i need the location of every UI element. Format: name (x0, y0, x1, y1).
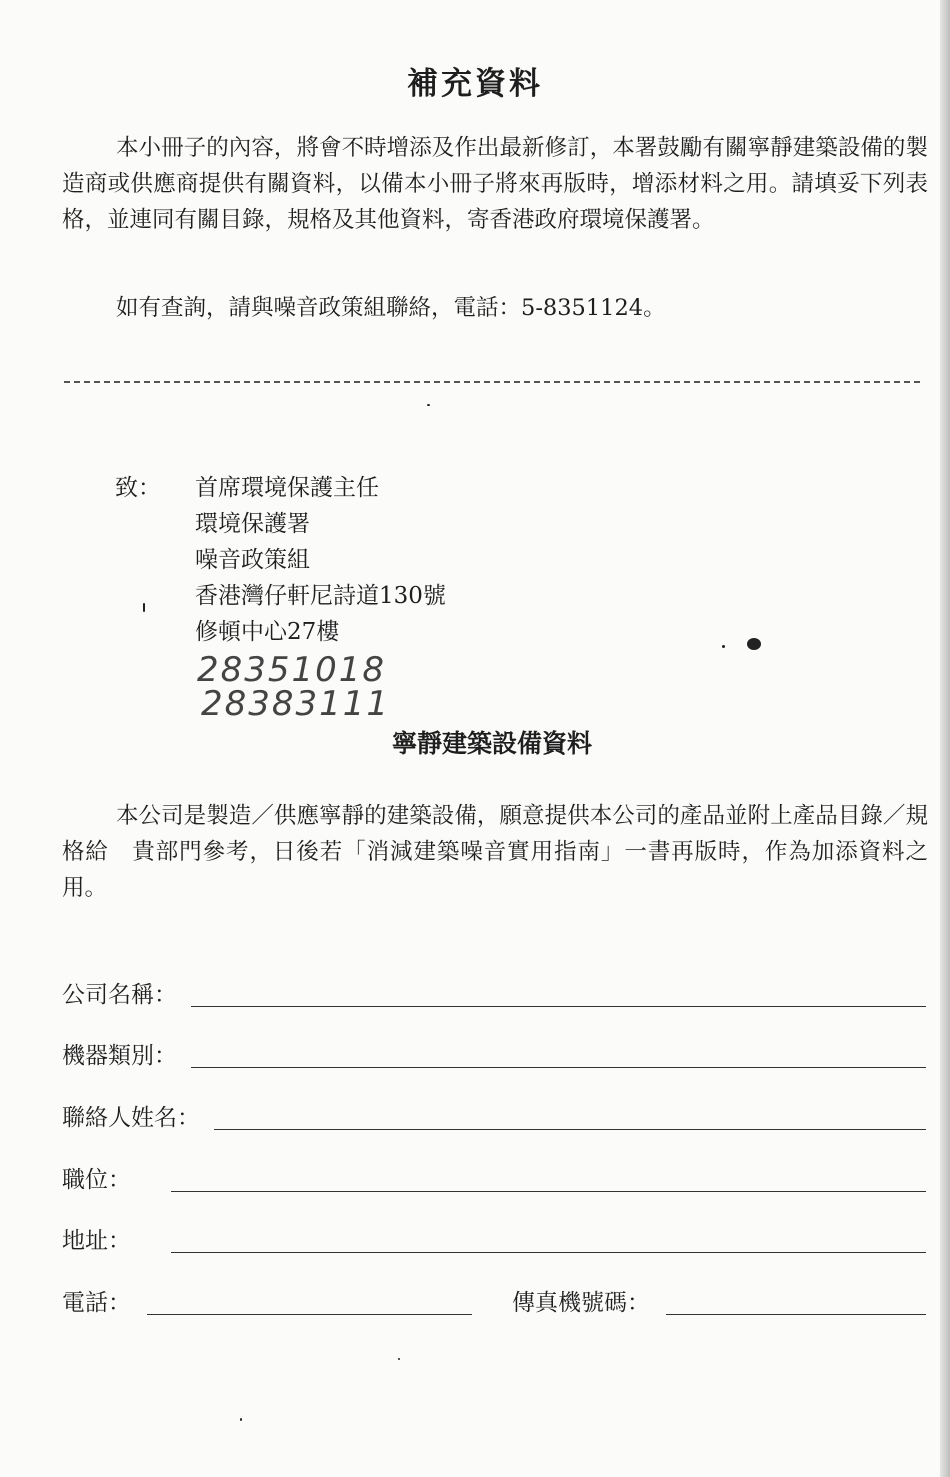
handwritten-numbers (197, 650, 390, 724)
contact-name-line[interactable] (214, 1128, 926, 1130)
company-name-field[interactable] (62, 980, 926, 1010)
fax-field[interactable] (512, 1288, 926, 1318)
ink-dot (240, 1418, 242, 1421)
handwritten-number: 28351018 (197, 650, 387, 690)
ink-dot (398, 1358, 400, 1360)
address-label: 地址： (62, 1228, 131, 1254)
form-title: 寧靜建築設備資料 (391, 729, 592, 758)
fax-label: 傳真機號碼： (512, 1290, 650, 1316)
phone-field[interactable] (62, 1288, 472, 1318)
address-line: 香港灣仔軒尼詩道130號 (195, 583, 446, 609)
ink-mark (143, 603, 145, 612)
to-label: 致： (115, 475, 161, 501)
address-line: 環境保護署 (195, 511, 310, 537)
machine-type-label: 機器類別： (62, 1043, 177, 1069)
ink-spot (747, 638, 761, 650)
fax-line[interactable] (666, 1313, 926, 1315)
address-line: 首席環境保護主任 (195, 475, 379, 501)
contact-name-label: 聯絡人姓名： (62, 1105, 200, 1131)
page-title: 補充資料 (407, 66, 543, 102)
address-line: 噪音政策組 (195, 547, 310, 573)
position-label: 職位： (62, 1167, 131, 1193)
company-name-label: 公司名稱： (62, 982, 177, 1008)
machine-type-line[interactable] (191, 1066, 926, 1068)
phone-label: 電話： (62, 1290, 131, 1316)
position-line[interactable] (171, 1190, 926, 1192)
intro-paragraph: 本小冊子的內容，將會不時增添及作出最新修訂，本署鼓勵有關寧靜建築設備的製造商或供應商提供有關資料，以備本小冊子將來再版時，增添材料之用。請填妥下列表格，並連同有關目錄，規格及其他資料，寄香港政府環境保護署。 (62, 135, 928, 233)
phone-line[interactable] (147, 1313, 472, 1315)
ink-dot (427, 404, 430, 406)
ink-dot (722, 645, 725, 648)
mailing-address (195, 470, 446, 650)
address-line-blank[interactable] (171, 1251, 926, 1253)
form-intro-paragraph: 本公司是製造／供應寧靜的建築設備，願意提供本公司的產品並附上產品目錄／規格給 貴部門參考，日後若「消減建築噪音實用指南」一書再版時，作為加添資料之用。 (62, 803, 928, 901)
company-name-line[interactable] (191, 1005, 926, 1007)
handwritten-number: 28383111 (201, 684, 391, 724)
machine-type-field[interactable] (62, 1041, 926, 1071)
address-field[interactable] (62, 1226, 926, 1256)
contact-name-field[interactable] (62, 1103, 926, 1133)
cut-line-divider (64, 381, 920, 383)
enquiry-paragraph: 如有查詢，請與噪音政策組聯絡，電話：5-8351124。 (116, 295, 666, 321)
address-line: 修頓中心27樓 (195, 619, 340, 645)
position-field[interactable] (62, 1165, 926, 1195)
